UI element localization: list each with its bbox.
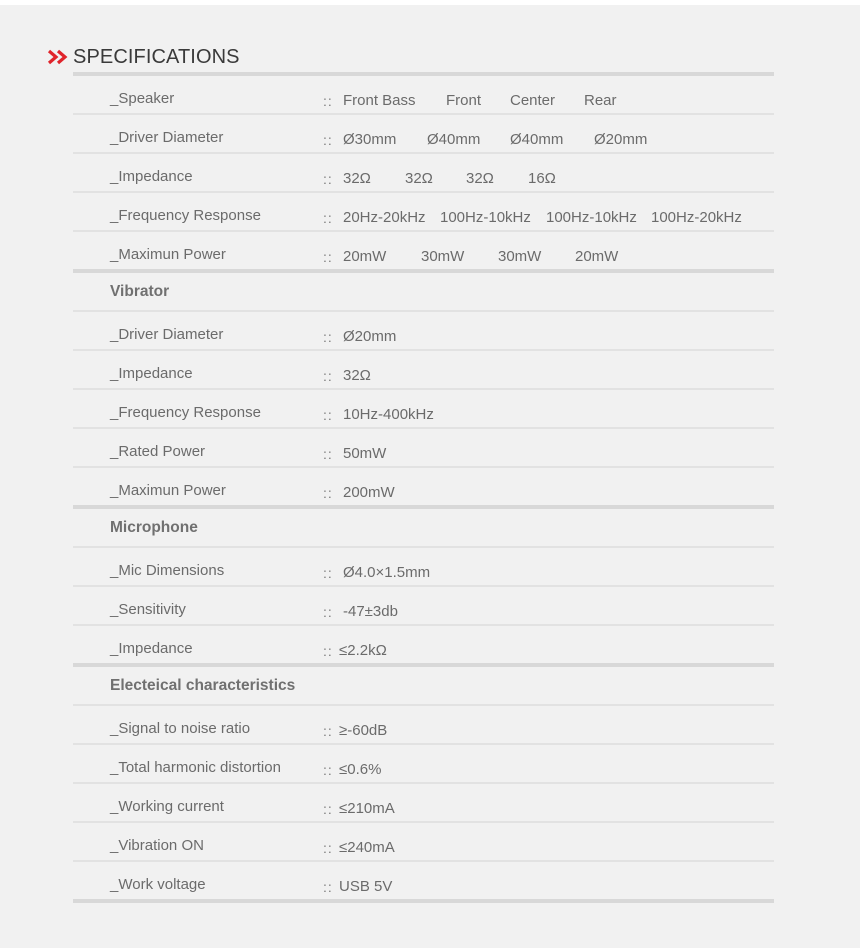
- row-label: _Maximun Power: [110, 246, 226, 263]
- row-separator: ::: [323, 604, 333, 620]
- row-value: ≤210mA: [339, 800, 395, 817]
- table-row: [73, 548, 774, 585]
- cell-value: Front: [446, 92, 482, 109]
- row-separator: ::: [323, 565, 333, 581]
- cell-value: 32Ω: [466, 170, 494, 187]
- divider: [73, 899, 774, 903]
- row-label: _Maximun Power: [110, 482, 226, 499]
- cell-value: 100Hz-20kHz: [651, 209, 742, 226]
- section-heading: [73, 273, 774, 310]
- row-separator: ::: [323, 762, 333, 778]
- row-separator: ::: [323, 801, 333, 817]
- section-title-microphone: Microphone: [110, 519, 198, 536]
- table-row: [73, 429, 774, 466]
- table-row: [73, 745, 774, 782]
- row-label: _Speaker: [110, 90, 175, 107]
- row-value: 200mW: [343, 484, 395, 501]
- row-label: _Signal to noise ratio: [110, 720, 251, 737]
- row-separator: ::: [323, 93, 333, 109]
- table-row: [73, 312, 774, 349]
- row-label: _Driver Diameter: [110, 129, 224, 146]
- section-title-vibrator: Vibrator: [110, 283, 170, 300]
- row-label: _Rated Power: [110, 443, 206, 460]
- cell-value: 20Hz-20kHz: [343, 209, 426, 226]
- cell-value: 16Ω: [528, 170, 556, 187]
- cell-value: 20mW: [343, 248, 387, 265]
- row-value: ≥-60dB: [339, 722, 388, 739]
- cell-value: 32Ω: [405, 170, 433, 187]
- row-label: _Vibration ON: [110, 837, 204, 854]
- table-row: [73, 115, 774, 152]
- table-row: [73, 390, 774, 427]
- row-separator: ::: [323, 446, 333, 462]
- row-label: _Working current: [110, 798, 224, 815]
- row-separator: ::: [323, 329, 333, 345]
- row-separator: ::: [323, 249, 333, 265]
- table-row: [73, 76, 774, 113]
- double-chevron-right-icon: [47, 49, 69, 65]
- row-separator: ::: [323, 840, 333, 856]
- row-value: ≤0.6%: [339, 761, 382, 778]
- row-label: _Total harmonic distortion: [110, 759, 281, 776]
- table-row: [73, 351, 774, 388]
- cell-value: 100Hz-10kHz: [440, 209, 531, 226]
- row-label: _Frequency Response: [110, 207, 261, 224]
- table-row: [73, 587, 774, 624]
- section-title-electrical: Electeical characteristics: [110, 677, 296, 694]
- row-separator: ::: [323, 485, 333, 501]
- row-value: 10Hz-400kHz: [343, 406, 434, 423]
- row-label: _Mic Dimensions: [110, 562, 225, 579]
- cell-value: 100Hz-10kHz: [546, 209, 637, 226]
- cell-value: Ø40mm: [510, 131, 564, 148]
- table-row: [73, 154, 774, 191]
- table-row: [73, 232, 774, 269]
- section-heading: [73, 509, 774, 546]
- table-row: [73, 193, 774, 230]
- cell-value: Ø40mm: [427, 131, 481, 148]
- row-value: ≤2.2kΩ: [339, 642, 387, 659]
- row-value: ≤240mA: [339, 839, 395, 856]
- row-label: _Work voltage: [110, 876, 206, 893]
- row-separator: ::: [323, 210, 333, 226]
- row-value: 50mW: [343, 445, 387, 462]
- table-row: [73, 626, 774, 663]
- section-heading: [73, 667, 774, 704]
- row-label: _Frequency Response: [110, 404, 261, 421]
- row-value: Ø20mm: [343, 328, 397, 345]
- section-header: [47, 44, 240, 70]
- row-label: _Driver Diameter: [110, 326, 224, 343]
- table-row: [73, 706, 774, 743]
- row-separator: ::: [323, 723, 333, 739]
- row-label: _Impedance: [110, 168, 193, 185]
- cell-value: Center: [510, 92, 556, 109]
- cell-value: 30mW: [421, 248, 465, 265]
- row-separator: ::: [323, 879, 333, 895]
- cell-value: Ø30mm: [343, 131, 397, 148]
- cell-value: 32Ω: [343, 170, 371, 187]
- cell-value: 20mW: [575, 248, 619, 265]
- row-value: Ø4.0×1.5mm: [343, 564, 431, 581]
- table-row: [73, 468, 774, 505]
- row-label: _Impedance: [110, 640, 193, 657]
- table-row: [73, 784, 774, 821]
- row-separator: ::: [323, 171, 333, 187]
- row-value: -47±3db: [343, 603, 398, 620]
- cell-value: Front Bass: [343, 92, 416, 109]
- cell-value: 30mW: [498, 248, 542, 265]
- cell-value: Ø20mm: [594, 131, 648, 148]
- row-value: USB 5V: [339, 878, 393, 895]
- spec-table: [73, 72, 774, 903]
- row-label: _Impedance: [110, 365, 193, 382]
- row-value: 32Ω: [343, 367, 371, 384]
- cell-value: Rear: [584, 92, 617, 109]
- table-row: [73, 823, 774, 860]
- row-separator: ::: [323, 368, 333, 384]
- row-separator: ::: [323, 643, 333, 659]
- page-title: SPECIFICATIONS: [73, 45, 240, 68]
- row-separator: ::: [323, 132, 333, 148]
- top-edge: [0, 0, 860, 5]
- row-label: _Sensitivity: [110, 601, 186, 618]
- row-separator: ::: [323, 407, 333, 423]
- table-row: [73, 862, 774, 899]
